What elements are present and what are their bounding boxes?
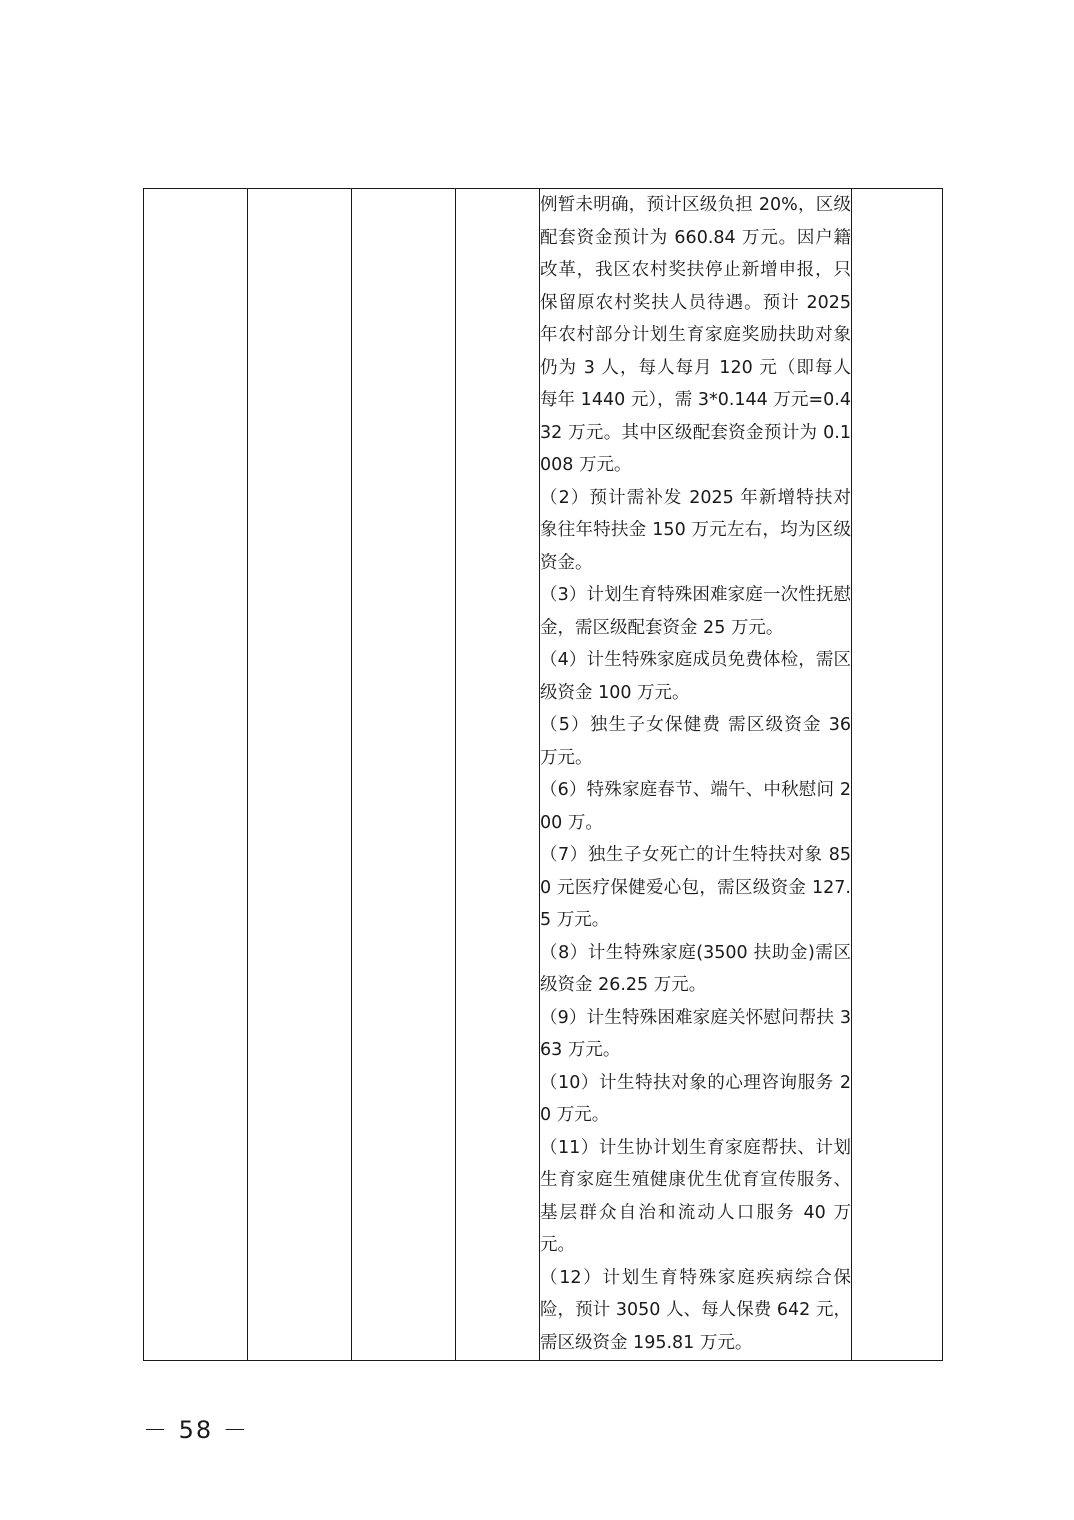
table-cell-col4 — [456, 189, 540, 1361]
table-cell-col3 — [352, 189, 456, 1361]
budget-table — [143, 188, 943, 1361]
paragraph-10: （10）计生特扶对象的心理咨询服务 20 万元。 — [540, 1072, 851, 1125]
paragraph-8: （8）计生特殊家庭(3500 扶助金)需区级资金 26.25 万元。 — [540, 942, 851, 995]
table-cell-col6 — [852, 189, 943, 1361]
paragraph-12: （12）计划生育特殊家庭疾病综合保险，预计 3050 人、每人保费 642 元，需区级资金 195.81 万元。 — [540, 1267, 851, 1353]
page-number: － 58 － — [143, 1416, 249, 1444]
paragraph-1: 例暂未明确，预计区级负担 20%，区级配套资金预计为 660.84 万元。因户籍改革，我区农村奖扶停止新增申报，只保留原农村奖扶人员待遇。预计 2025 年农村部分计划生育家庭奖励扶助对象仍为 3 人，每人每月 120 元（即每人每年 1440 元），需 3*0.144 万元=0.432 万元。其中区级配套资金预计为 0.1008 万元。 — [540, 195, 851, 475]
table-row — [144, 189, 943, 1361]
table-cell-col1 — [144, 189, 248, 1361]
table-cell-col2 — [248, 189, 352, 1361]
paragraph-6: （6）特殊家庭春节、端午、中秋慰问 200 万。 — [540, 780, 851, 833]
paragraph-5: （5）独生子女保健费 需区级资金 36 万元。 — [540, 715, 851, 768]
paragraph-2: （2）预计需补发 2025 年新增特扶对象往年特扶金 150 万元左右，均为区级资金。 — [540, 487, 851, 573]
paragraph-11: （11）计生协计划生育家庭帮扶、计划生育家庭生殖健康优生优育宣传服务、基层群众自治和流动人口服务 40 万元。 — [540, 1137, 851, 1255]
paragraph-3: （3）计划生育特殊困难家庭一次性抚慰金，需区级配套资金 25 万元。 — [540, 585, 851, 638]
description-text — [540, 189, 851, 1359]
paragraph-4: （4）计生特殊家庭成员免费体检，需区级资金 100 万元。 — [540, 650, 851, 703]
paragraph-7: （7）独生子女死亡的计生特扶对象 850 元医疗保健爱心包，需区级资金 127.5 万元。 — [540, 845, 851, 930]
table-cell-description — [540, 189, 852, 1361]
paragraph-9: （9）计生特殊困难家庭关怀慰问帮扶 363 万元。 — [540, 1007, 851, 1060]
